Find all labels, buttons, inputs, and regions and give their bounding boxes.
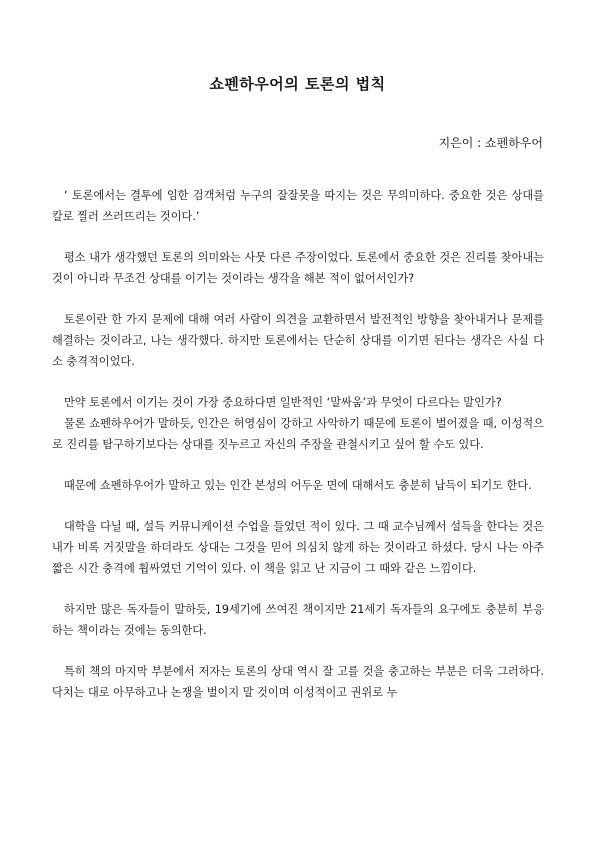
- paragraph: 평소 내가 생각했던 토론의 의미와는 사뭇 다른 주장이었다. 토론에서 중요한 것은 진리를 찾아내는 것이 아니라 무조건 상대를 이기는 것이라는 생각을 해본 적이 없어서인가?: [52, 251, 544, 285]
- paragraph: 토론이란 한 가지 문제에 대해 여러 사람이 의견을 교환하면서 발전적인 방향을 찾아내거나 문제를 해결하는 것이라고, 나는 생각했다. 하지만 토론에서는 단순히 상대를 이기면 된다는 생각은 사실 다소 충격적이었다.: [52, 313, 544, 368]
- page-title: 쇼펜하우어의 토론의 법칙: [209, 75, 386, 93]
- paragraph-quote: ‘ 토론에서는 결투에 임한 검객처럼 누구의 잘잘못을 따지는 것은 무의미하다. 중요한 것은 상대를 칼로 찔러 쓰러뜨리는 것이다.’: [52, 189, 544, 223]
- paragraph: 하지만 많은 독자들이 말하듯, 19세기에 쓰여진 책이지만 21세기 독자들의 요구에도 충분히 부응하는 책이라는 것에는 동의한다.: [52, 603, 544, 637]
- paragraph: 만약 토론에서 이기는 것이 가장 중요하다면 일반적인 ‘말싸움’과 무엇이 다르다는 말인가?: [64, 396, 502, 409]
- paragraph: 때문에 쇼펜하우어가 말하고 있는 인간 본성의 어두운 면에 대해서도 충분히 납득이 되기도 한다.: [64, 479, 532, 492]
- author-line: 지은이 : 쇼펜하우어: [438, 136, 543, 150]
- paragraph: 특히 책의 마지막 부분에서 저자는 토론의 상대 역시 잘 고를 것을 충고하는 부분은 더욱 그러하다. 닥치는 대로 아무하고나 논쟁을 벌이지 말 것이며 이성적이고 권위로 누: [52, 665, 544, 699]
- paragraph: 대학을 다닐 때, 설득 커뮤니케이션 수업을 들었던 적이 있다. 그 때 교수님께서 설득을 한다는 것은 내가 비록 거짓말을 하더라도 상대는 그것을 믿어 의심치 않게 하는 것이라고 하셨다. 당시 나는 아주 짧은 시간 충격에 휩싸였던 기억이 있다. 이 책을 읽고 난 지금이 그 때와 같은 느낌이다.: [52, 520, 544, 575]
- paragraph: 물론 쇼펜하우어가 말하듯, 인간은 허영심이 강하고 사악하기 때문에 토론이 벌어졌을 때, 이성적으로 진리를 탐구하기보다는 상대를 짓누르고 자신의 주장을 관철시키고 싶어 할 수도 있다.: [52, 417, 544, 451]
- body-text: [52, 185, 544, 723]
